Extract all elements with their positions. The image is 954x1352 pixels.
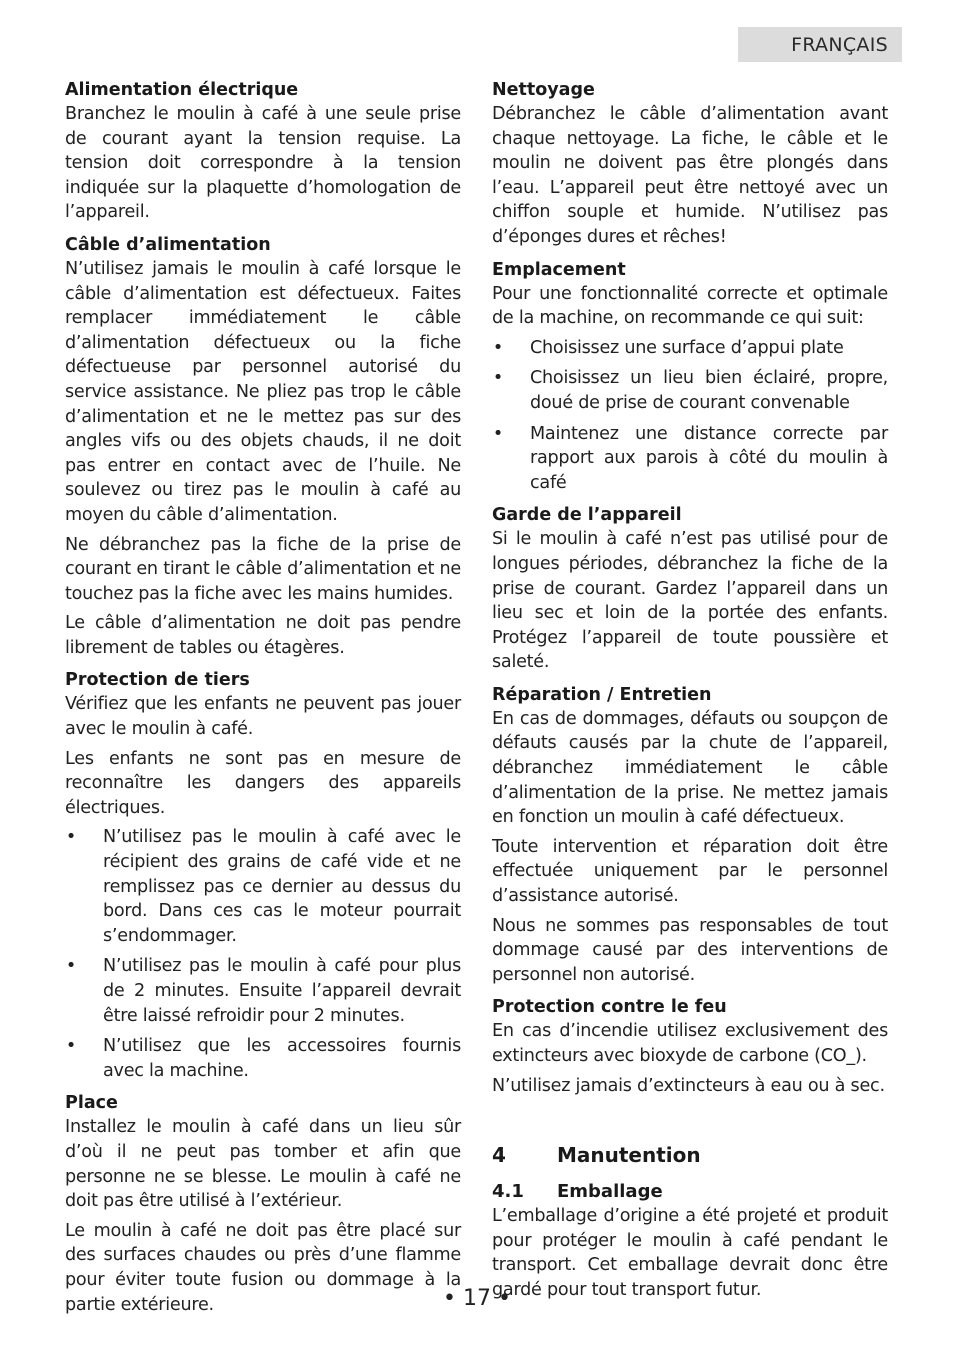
- paragraph: Si le moulin à café n’est pas utilisé pour de longues périodes, débranchez la fiche de la prise de courant. Gardez l’appareil dans un lieu sec et loin de la portée des enfants. Protégez l’appareil de toute poussière et saleté.: [492, 529, 888, 673]
- paragraph: Vérifiez que les enfants ne peuvent pas jouer avec le moulin à café.: [65, 694, 461, 740]
- list-item-text: N’utilisez que les accessoires fournis avec la machine.: [103, 1036, 461, 1081]
- paragraph: Les enfants ne sont pas en mesure de reconnaître les dangers des appareils électriques.: [65, 748, 461, 818]
- section-title: Garde de l’appareil: [492, 505, 682, 526]
- paragraph: Toute intervention et réparation doit être effectuée uniquement par le personnel d’assistance autorisé.: [492, 836, 888, 907]
- bullet-list: [492, 336, 888, 496]
- section-title: Câble d’alimentation: [65, 234, 271, 255]
- paragraph: N’utilisez jamais le moulin à café lorsque le câble d’alimentation est défectueux. Faites remplacer immédiatement le câble d’alimentation défectueux ou la fiche défectueuse par personnel autorisé du service assistance. Ne pliez pas trop le câble d’alimentation et ne le mettez pas sur des angles vifs ou des objets chauds, il ne doit pas entrer en contact avec de l’huile. Ne soulevez ou tirez pas le moulin à café au moyen du câble d’alimentation.: [65, 258, 461, 525]
- section-title: Place: [65, 1093, 118, 1114]
- paragraph: Nous ne sommes pas responsables de tout dommage causé par des interventions de personnel non autorisé.: [492, 915, 888, 985]
- bullet-icon: •: [65, 1036, 77, 1057]
- paragraph: Installez le moulin à café dans un lieu sûr d’où il ne peut pas tomber et afin que personne ne se blesse. Le moulin à café ne doit pas être utilisé à l’extérieur.: [65, 1117, 461, 1212]
- chapter-heading: [492, 1140, 888, 1170]
- language-tab: FRANÇAIS: [738, 27, 902, 62]
- bullet-icon: •: [65, 956, 77, 977]
- list-item: [492, 366, 888, 415]
- list-item: [65, 954, 461, 1028]
- list-item-text: Choisissez une surface d’appui plate: [530, 337, 844, 358]
- list-item: [492, 422, 888, 496]
- list-item-text: Choisissez un lieu bien éclairé, propre, doué de prise de courant convenable: [530, 368, 888, 413]
- chapter-title: Manutention: [557, 1143, 701, 1168]
- section-title: Réparation / Entretien: [492, 684, 712, 705]
- section-protection-tiers: [65, 668, 461, 1083]
- bullet-list: [65, 825, 461, 1083]
- list-item: [492, 336, 888, 361]
- section-alimentation: [65, 78, 461, 225]
- page-number: • 17 •: [443, 1286, 511, 1311]
- section-reparation: [492, 683, 888, 988]
- section-feu: [492, 995, 888, 1098]
- list-item: [65, 825, 461, 948]
- section-title: Alimentation électrique: [65, 80, 299, 100]
- bullet-icon: •: [492, 368, 504, 389]
- list-item-text: N’utilisez pas le moulin à café avec le récipient des grains de café vide et ne remplissez pas ce dernier au dessus du bord. Dans ces cas le moteur pourrait s’endommager.: [103, 827, 461, 946]
- right-column: [492, 78, 888, 1308]
- section-nettoyage: [492, 78, 888, 250]
- bullet-icon: •: [65, 827, 77, 848]
- section-title: Protection de tiers: [65, 670, 250, 691]
- section-cable: [65, 233, 461, 661]
- paragraph: Branchez le moulin à café à une seule prise de courant ayant la tension requise. La tension doit correspondre à la tension indiquée sur la plaquette d’homologation de l’appareil.: [65, 104, 461, 223]
- paragraph: Pour une fonctionnalité correcte et optimale de la machine, on recommande ce qui suit:: [492, 283, 888, 329]
- paragraph: En cas d’incendie utilisez exclusivement des extincteurs avec bioxyde de carbone (CO_).: [492, 1021, 888, 1066]
- bullet-icon: •: [492, 423, 504, 444]
- chapter-number: 4: [492, 1143, 506, 1168]
- section-garde: [492, 503, 888, 675]
- subchapter-title: Emballage: [557, 1181, 663, 1203]
- section-title: Protection contre le feu: [492, 997, 727, 1018]
- paragraph: En cas de dommages, défauts ou soupçon de défauts causés par la chute de l’appareil, débranchez immédiatement le câble d’alimentation de la prise. Ne mettez jamais en fonction un moulin à café défectueux.: [492, 708, 888, 828]
- paragraph: Débranchez le câble d’alimentation avant chaque nettoyage. La fiche, le câble et le moulin ne doivent pas être plongés dans l’eau. L’appareil peut être nettoyé avec un chiffon souple et humide. N’utilisez pas d’éponges dures et rêches!: [492, 104, 888, 247]
- list-item-text: N’utilisez pas le moulin à café pour plus de 2 minutes. Ensuite l’appareil devrait être laissé refroidir pour 2 minutes.: [103, 956, 461, 1026]
- paragraph: Ne débranchez pas la fiche de la prise de courant en tirant le câble d’alimentation et ne touchez pas la fiche avec les mains humides.: [65, 534, 461, 604]
- list-item-text: Maintenez une distance correcte par rapport aux parois à côté du moulin à café: [530, 423, 888, 493]
- paragraph: Le câble d’alimentation ne doit pas pendre librement de tables ou étagères.: [65, 613, 461, 658]
- paragraph: N’utilisez jamais d’extincteurs à eau ou à sec.: [492, 1075, 885, 1096]
- section-title: Emplacement: [492, 259, 626, 280]
- subchapter-heading: [492, 1180, 888, 1204]
- section-place: [65, 1091, 461, 1317]
- section-title: Nettoyage: [492, 80, 595, 100]
- bullet-icon: •: [492, 337, 504, 358]
- subchapter-number: 4.1: [492, 1181, 524, 1203]
- section-emplacement: [492, 258, 888, 496]
- list-item: [65, 1034, 461, 1083]
- paragraph: L’emballage d’origine a été projeté et produit pour protéger le moulin à café pendant le transport. Cet emballage devrait donc être gardé pour tout transport futur.: [492, 1206, 888, 1300]
- paragraph: Le moulin à café ne doit pas être placé sur des surfaces chaudes ou près d’une flamme pour éviter toute fusion ou dommage à la partie extérieure.: [65, 1220, 461, 1315]
- left-column: [65, 78, 461, 1325]
